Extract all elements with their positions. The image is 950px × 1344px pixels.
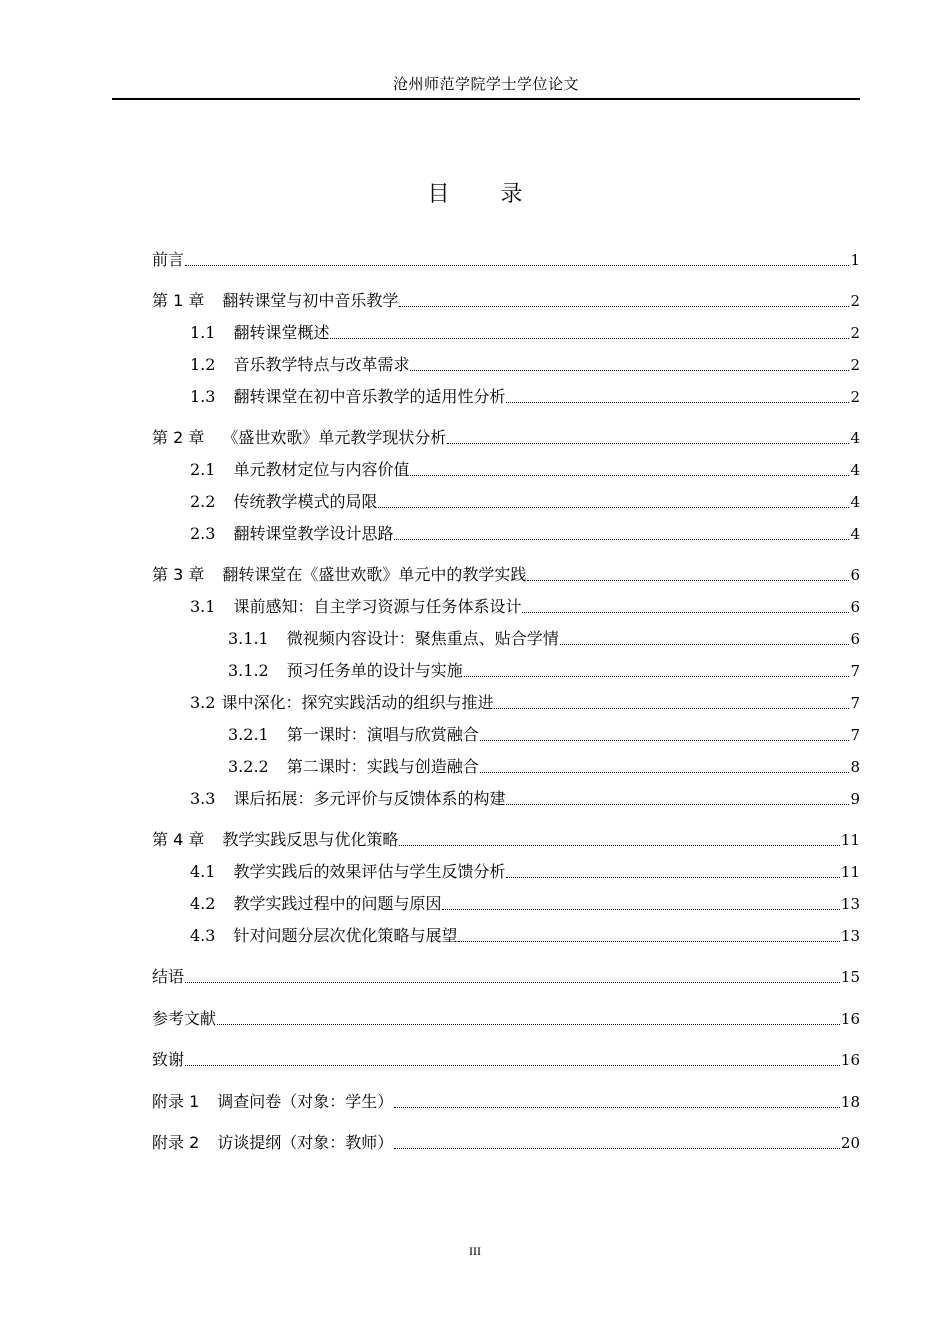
dot-leader — [399, 845, 840, 846]
dot-leader — [447, 443, 849, 444]
toc-entry-title: 调查问卷（对象：学生） — [217, 1092, 394, 1111]
toc-entry-title: 教学实践后的效果评估与学生反馈分析 — [233, 862, 506, 881]
dot-leader — [185, 265, 849, 266]
toc-entry-label — [152, 564, 526, 586]
toc-chapter-entry[interactable] — [152, 290, 860, 312]
dot-leader — [399, 306, 849, 307]
toc-entry-number: 第 2 章 — [152, 428, 205, 447]
dot-leader — [330, 338, 849, 339]
toc-chapter-entry[interactable] — [152, 564, 860, 586]
dot-leader — [442, 909, 839, 910]
toc-section-entry[interactable] — [190, 596, 860, 618]
toc-chapter-entry[interactable] — [152, 1132, 860, 1154]
toc-section-entry[interactable] — [228, 724, 860, 746]
toc-entry-page: 15 — [840, 968, 860, 986]
toc-entry-title: 翻转课堂教学设计思路 — [233, 524, 394, 543]
toc-entry-label — [152, 966, 184, 988]
toc-entry-title: 访谈提纲（对象：教师） — [217, 1133, 394, 1152]
toc-entry-number: 附录 2 — [152, 1133, 200, 1152]
toc-entry-title: 微视频内容设计：聚焦重点、贴合学情 — [286, 629, 559, 648]
toc-entry-title: 前言 — [152, 250, 185, 269]
toc-entry-page: 1 — [850, 251, 860, 269]
toc-entry-page: 13 — [840, 895, 860, 913]
dot-leader — [394, 1148, 840, 1149]
toc-entry-number: 2.2 — [190, 492, 216, 511]
page-number: III — [469, 1244, 481, 1258]
toc-entry-page: 4 — [850, 493, 860, 511]
toc-entry-number: 3.2.2 — [228, 757, 269, 776]
toc-entry-label — [190, 322, 329, 344]
toc-entry-number: 4.3 — [190, 926, 216, 945]
toc-entry-page: 13 — [840, 927, 860, 945]
toc-entry-page: 16 — [840, 1051, 860, 1069]
toc-chapter-entry[interactable] — [152, 966, 860, 988]
toc-entry-page: 11 — [840, 831, 860, 849]
toc-entry-title: 课后拓展：多元评价与反馈体系的构建 — [233, 789, 506, 808]
toc-entry-label — [190, 788, 505, 810]
toc-entry-page: 4 — [850, 525, 860, 543]
toc-entry-label — [228, 724, 479, 746]
toc-entry-page: 2 — [850, 324, 860, 342]
toc-chapter-entry[interactable] — [152, 1091, 860, 1113]
toc-entry-label — [152, 290, 398, 312]
toc-entry-number: 1.3 — [190, 387, 216, 406]
toc-entry-label — [152, 1008, 216, 1030]
dot-leader — [458, 941, 839, 942]
toc-section-entry[interactable] — [190, 861, 860, 883]
toc-entry-title: 针对问题分层次优化策略与展望 — [233, 926, 458, 945]
toc-entry-page: 18 — [840, 1093, 860, 1111]
toc-entry-label — [228, 660, 463, 682]
dot-leader — [464, 676, 850, 677]
toc-entry-title: 传统教学模式的局限 — [233, 492, 378, 511]
toc-entry-page: 20 — [840, 1134, 860, 1152]
toc-entry-title: 音乐教学特点与改革需求 — [233, 355, 410, 374]
toc-entry-page: 2 — [850, 292, 860, 310]
toc-entry-title: 教学实践过程中的问题与原因 — [233, 894, 442, 913]
toc-title: 目 录 — [427, 182, 523, 207]
toc-entry-page: 6 — [850, 566, 860, 584]
toc-entry-label — [190, 523, 393, 545]
toc-section-entry[interactable] — [190, 788, 860, 810]
dot-leader — [506, 877, 839, 878]
toc-chapter-entry[interactable] — [152, 1049, 860, 1071]
dot-leader — [217, 1024, 840, 1025]
toc-entry-page: 11 — [840, 863, 860, 881]
dot-leader — [494, 708, 849, 709]
toc-chapter-entry[interactable] — [152, 1008, 860, 1030]
toc-section-entry[interactable] — [190, 354, 860, 376]
toc-chapter-entry[interactable] — [152, 249, 860, 271]
toc-entry-number: 1.2 — [190, 355, 216, 374]
toc-entry-number: 3.1.2 — [228, 661, 269, 680]
toc-entry-label — [152, 427, 446, 449]
toc-section-entry[interactable] — [190, 459, 860, 481]
toc-entry-number: 3.3 — [190, 789, 216, 808]
toc-section-entry[interactable] — [190, 523, 860, 545]
dot-leader — [506, 804, 849, 805]
toc-entry-page: 7 — [850, 726, 860, 744]
toc-entry-title: 单元教材定位与内容价值 — [233, 460, 410, 479]
toc-section-entry[interactable] — [190, 386, 860, 408]
dot-leader — [378, 507, 849, 508]
toc-entry-label — [190, 692, 493, 714]
toc-entry-label — [190, 354, 409, 376]
toc-entry-title: 翻转课堂在《盛世欢歌》单元中的教学实践 — [222, 565, 527, 584]
dot-leader — [506, 402, 849, 403]
toc-entry-number: 第 3 章 — [152, 565, 205, 584]
toc-entry-title: 参考文献 — [152, 1009, 217, 1028]
toc-section-entry[interactable] — [190, 322, 860, 344]
toc-chapter-entry[interactable] — [152, 427, 860, 449]
toc-entry-page: 2 — [850, 388, 860, 406]
toc-entry-page: 7 — [850, 662, 860, 680]
toc-entry-label — [152, 829, 398, 851]
toc-entry-number: 第 4 章 — [152, 830, 205, 849]
toc-section-entry[interactable] — [228, 660, 860, 682]
toc-entry-page: 8 — [850, 758, 860, 776]
toc-section-entry[interactable] — [228, 756, 860, 778]
toc-entry-label — [190, 925, 457, 947]
dot-leader — [394, 539, 849, 540]
toc-entry-title: 课中深化：探究实践活动的组织与推进 — [221, 693, 494, 712]
toc-chapter-entry[interactable] — [152, 829, 860, 851]
dot-leader — [394, 1107, 840, 1108]
toc-entry-label — [190, 386, 505, 408]
toc-entry-number: 4.1 — [190, 862, 216, 881]
toc-entry-title: 课前感知：自主学习资源与任务体系设计 — [233, 597, 522, 616]
toc-entry-title: 翻转课堂与初中音乐教学 — [222, 291, 399, 310]
toc-entry-label — [228, 628, 559, 650]
toc-entry-label — [190, 893, 441, 915]
toc-section-entry[interactable] — [228, 628, 860, 650]
toc-entry-number: 3.2.1 — [228, 725, 269, 744]
toc-entry-label — [152, 1049, 184, 1071]
toc-entry-label — [152, 1132, 393, 1154]
toc-entry-page: 2 — [850, 356, 860, 374]
toc-entry-number: 4.2 — [190, 894, 216, 913]
toc-entry-number: 1.1 — [190, 323, 216, 342]
toc-entry-title: 预习任务单的设计与实施 — [286, 661, 463, 680]
toc-entry-page: 7 — [850, 694, 860, 712]
toc-entry-title: 致谢 — [152, 1050, 185, 1069]
toc-entry-label — [190, 596, 521, 618]
dot-leader — [560, 644, 850, 645]
toc-section-entry[interactable] — [190, 491, 860, 513]
toc-entry-number: 2.3 — [190, 524, 216, 543]
dot-leader — [527, 580, 849, 581]
dot-leader — [522, 612, 849, 613]
toc-section-entry[interactable] — [190, 925, 860, 947]
toc-entry-title: 《盛世欢歌》单元教学现状分析 — [222, 428, 447, 447]
toc-entry-number: 第 1 章 — [152, 291, 205, 310]
toc-entry-number: 3.2 — [190, 693, 216, 712]
toc-entry-title: 第二课时：实践与创造融合 — [286, 757, 479, 776]
toc-entry-label — [228, 756, 479, 778]
toc-entry-page: 9 — [850, 790, 860, 808]
toc-entry-title: 第一课时：演唱与欣赏融合 — [286, 725, 479, 744]
toc-section-entry[interactable] — [190, 692, 860, 714]
toc-entry-page: 4 — [850, 429, 860, 447]
toc-entry-page: 6 — [850, 598, 860, 616]
toc-entry-number: 3.1.1 — [228, 629, 269, 648]
dot-leader — [410, 475, 849, 476]
header-rule — [112, 98, 860, 100]
toc-entry-label — [190, 491, 377, 513]
toc-entry-page: 16 — [840, 1010, 860, 1028]
toc-entry-label — [152, 1091, 393, 1113]
toc-entry-label — [152, 249, 184, 271]
toc-entry-title: 翻转课堂概述 — [233, 323, 330, 342]
dot-leader — [480, 772, 850, 773]
toc-entry-page: 4 — [850, 461, 860, 479]
dot-leader — [480, 740, 850, 741]
toc-entry-number: 2.1 — [190, 460, 216, 479]
toc-entry-number: 3.1 — [190, 597, 216, 616]
toc-entry-title: 教学实践反思与优化策略 — [222, 830, 399, 849]
toc-entry-title: 结语 — [152, 967, 185, 986]
dot-leader — [410, 370, 849, 371]
dot-leader — [185, 982, 840, 983]
toc-entry-label — [190, 861, 505, 883]
toc-entry-number: 附录 1 — [152, 1092, 200, 1111]
toc-entry-page: 6 — [850, 630, 860, 648]
toc-entry-label — [190, 459, 409, 481]
toc-entry-title: 翻转课堂在初中音乐教学的适用性分析 — [233, 387, 506, 406]
dot-leader — [185, 1065, 840, 1066]
toc-section-entry[interactable] — [190, 893, 860, 915]
running-header: 沧州师范学院学士学位论文 — [392, 75, 579, 93]
